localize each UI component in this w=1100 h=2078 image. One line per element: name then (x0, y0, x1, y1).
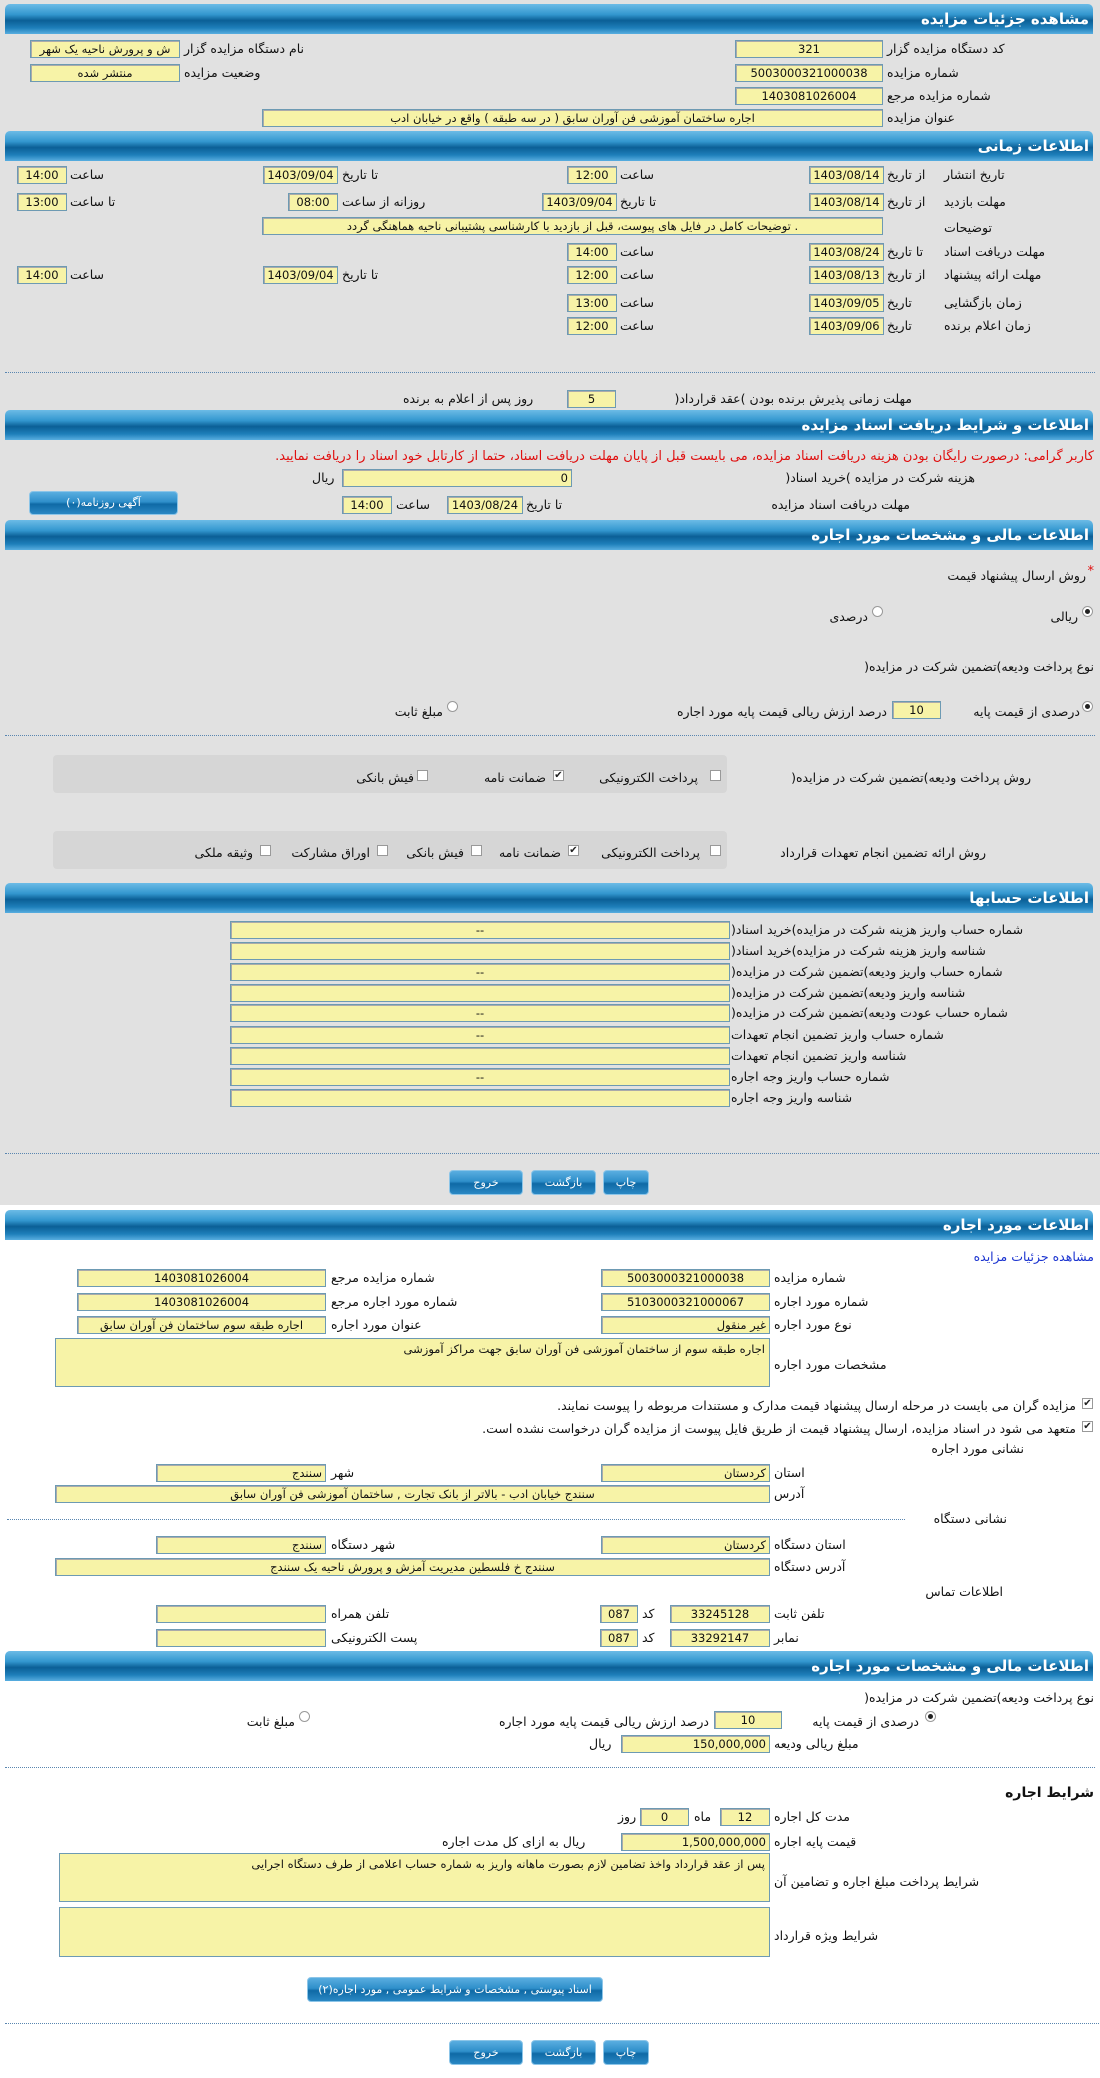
opening-time-date_label-label: تاریخ (887, 295, 912, 310)
item-ref-field[interactable]: 1403081026004 (77, 1293, 326, 1311)
city-field[interactable]: سنندج (156, 1464, 326, 1482)
description-field[interactable]: . توضیحات کامل در فایل های پیوست، قبل از بازدید با کارشناسی پشتیبانی ناحیه هماهنگی گردد (262, 217, 883, 235)
lease-terms-title: شرایط اجاره (1005, 1785, 1094, 1801)
doc-deadline-label: مهلت دریافت اسناد مزایده (771, 497, 910, 512)
price-method-label: روش ارسال پیشنهاد قیمت (947, 568, 1086, 583)
back-button-bottom[interactable]: بازگشت (531, 2040, 596, 2065)
guarantee-method-label: روش ارائه تضمین انجام تعهدات قرارداد (780, 845, 986, 860)
auction-number-label: شماره مزایده (774, 1270, 846, 1285)
section-header-auction-details: مشاهده جزئیات مزایده (5, 4, 1093, 34)
org-province-field[interactable]: کردستان (601, 1536, 770, 1554)
base-price-label: قیمت پایه اجاره (774, 1834, 857, 1849)
guarantee-method-checkbox[interactable] (710, 845, 721, 856)
account-label: شماره حساب واریز وجه اجاره (731, 1069, 890, 1084)
org-city-field[interactable]: سنندج (156, 1536, 326, 1554)
deposit-type-label: نوع پرداخت ودیعه)تضمین شرکت در مزایده( (864, 659, 1094, 674)
item-number-field[interactable]: 5103000321000067 (601, 1293, 770, 1311)
winner-time-date_label-label: تاریخ (887, 318, 912, 333)
account-field[interactable]: -- (230, 1026, 730, 1044)
publish-to_time-field[interactable]: 14:00 (17, 166, 67, 184)
view-auction-details-link[interactable]: مشاهده جزئیات مزایده (973, 1249, 1094, 1264)
opening-time-time_label-label: ساعت (620, 295, 655, 310)
section-header-accounts: اطلاعات حسابها (5, 883, 1093, 913)
guarantee-method-checkbox[interactable]: ✔ (569, 845, 578, 856)
lease-documents-button[interactable]: اسناد پیوستی , مشخصات و شرایط عمومی , مورد اجاره(۲) (307, 1977, 603, 2002)
payment-terms-field[interactable]: پس از عقد قرارداد واخذ تضامین لازم بصورت ماهانه واریز به شماره حساب اعلامی از طرف دستگاه اجرایی (59, 1853, 770, 1902)
docs-deadline-to_label-label: تا تاریخ (887, 244, 924, 259)
item-title-label: عنوان مورد اجاره (331, 1317, 422, 1332)
doc-to-field[interactable]: 1403/08/24 (447, 496, 523, 514)
publish-from_time_label-label: ساعت (620, 167, 655, 182)
account-field[interactable]: -- (230, 921, 730, 939)
dotted-divider (5, 1153, 1100, 1154)
email-label: پست الکترونیکی (331, 1630, 418, 1645)
fax-code-field[interactable]: 087 (600, 1629, 638, 1647)
item-number-label: شماره مورد اجاره (774, 1294, 869, 1309)
special-terms-field[interactable] (59, 1907, 770, 1957)
print-button-bottom[interactable]: چاپ (603, 2040, 649, 2065)
back-button[interactable]: بازگشت (531, 1170, 596, 1195)
org-address-title: نشانی دستگاه (933, 1511, 1007, 1526)
duration-label: مدت کل اجاره (774, 1809, 850, 1824)
guarantee-method-option: ضمانت نامه (498, 845, 561, 860)
province-field[interactable]: کردستان (601, 1464, 770, 1482)
radio-rial[interactable] (1082, 606, 1093, 617)
deposit-type-label-2: نوع پرداخت ودیعه)تضمین شرکت در مزایده( (864, 1690, 1094, 1705)
section-header-documents: اطلاعات و شرایط دریافت اسناد مزایده (5, 410, 1093, 440)
account-label: شناسه واریز ودیعه)تضمین شرکت در مزایده( (731, 985, 966, 1000)
fee-label: هزینه شرکت در مزایده )خرید اسناد( (785, 470, 975, 485)
phone-label: تلفن ثابت (774, 1606, 825, 1621)
radio-rial-label: ریالی (1050, 609, 1078, 624)
account-label: شماره حساب واریز هزینه شرکت در مزایده)خرید اسناد( (731, 922, 1024, 937)
visit-to-field[interactable]: 1403/09/04 (542, 193, 617, 211)
deposit-percent-label-2: درصدی از قیمت پایه (812, 1714, 919, 1729)
deposit-method-option: پرداخت الکترونیکی (599, 770, 698, 785)
fax-code-label: کد (642, 1630, 655, 1645)
deposit-percent-label: درصدی از قیمت پایه (973, 704, 1080, 719)
org-address-label: آدرس دستگاه (774, 1559, 846, 1574)
radio-deposit-fixed-2[interactable] (299, 1711, 310, 1722)
visit-from-field[interactable]: 1403/08/14 (809, 193, 884, 211)
account-label: شناسه واریز تضمین انجام تعهدات (731, 1048, 907, 1063)
mobile-label: تلفن همراه (331, 1606, 390, 1621)
deposit-fixed-label: مبلغ ثابت (394, 704, 443, 719)
exit-button-bottom[interactable]: خروج (449, 2040, 523, 2065)
notice-text: کاربر گرامی: درصورت رایگان بودن هزینه دریافت اسناد مزایده، می بایست قبل از پایان مهلت دریافت اسناد، حتما از کارتابل خود اسناد را دریافت نمایید. (275, 449, 1094, 464)
deposit-percent-suffix-2: درصد ارزش ریالی قیمت پایه مورد اجاره (498, 1714, 709, 1729)
account-label: شماره حساب واریز تضمین انجام تعهدات (731, 1027, 944, 1042)
commitment-checkbox-2[interactable]: ✔ (1083, 1421, 1092, 1432)
offer-deadline-from_label-label: از تاریخ (887, 267, 926, 282)
offer-deadline-to_time-field[interactable]: 14:00 (17, 266, 67, 284)
account-field[interactable] (230, 984, 730, 1002)
org-province-label: استان دستگاه (774, 1537, 846, 1552)
guarantee-method-checkbox[interactable] (260, 845, 271, 856)
mobile-field[interactable] (156, 1605, 326, 1623)
dotted-divider (5, 735, 1095, 736)
fee-field[interactable]: 0 (342, 469, 572, 487)
phone-code-label: کد (642, 1606, 655, 1621)
section-header-financial-lease: اطلاعات مالی و مشخصات مورد اجاره (5, 1651, 1093, 1681)
dotted-divider (5, 372, 1095, 373)
guarantee-method-option: پرداخت الکترونیکی (601, 845, 700, 860)
fee-unit: ریال (312, 470, 335, 485)
docs-deadline-time-field[interactable]: 14:00 (567, 243, 617, 261)
doc-time-label: ساعت (396, 497, 431, 512)
dotted-divider (5, 1767, 1095, 1768)
commitment-checkbox-1[interactable]: ✔ (1083, 1398, 1092, 1409)
publish-label: تاریخ انتشار (944, 167, 1005, 182)
doc-to-label: تا تاریخ (526, 497, 563, 512)
ref-number-label: شماره مزایده مرجع (331, 1270, 435, 1285)
deposit-method-checkbox[interactable]: ✔ (554, 770, 563, 781)
publish-from_label-label: از تاریخ (887, 167, 926, 182)
contact-title: اطلاعات تماس (925, 1584, 1003, 1599)
account-field[interactable] (230, 942, 730, 960)
base-price-field[interactable]: 1,500,000,000 (621, 1833, 770, 1851)
auction-title-label: عنوان مزایده (887, 110, 955, 125)
winner-time-date-field[interactable]: 1403/09/06 (809, 317, 884, 335)
special-terms-label: شرایط ویژه قرارداد (774, 1928, 879, 1943)
publish-from-field[interactable]: 1403/08/14 (809, 166, 884, 184)
ref-number-field[interactable]: 1403081026004 (735, 87, 883, 105)
item-title-field[interactable]: اجاره طبقه سوم ساختمان فن آوران سابق (77, 1316, 326, 1334)
item-spec-field[interactable]: اجاره طبقه سوم از ساختمان آموزشی فن آوران سابق جهت مراکز آموزشی (55, 1338, 770, 1387)
guarantee-method-checkbox[interactable] (471, 845, 482, 856)
newspaper-ad-button[interactable]: آگهی روزنامه(۰) (29, 491, 178, 515)
account-field[interactable] (230, 1089, 730, 1107)
offer-deadline-from-field[interactable]: 1403/08/13 (809, 266, 884, 284)
account-field[interactable] (230, 1047, 730, 1065)
org-city-label: شهر دستگاه (331, 1537, 396, 1552)
section-header-lease-item: اطلاعات مورد اجاره (5, 1210, 1093, 1240)
guarantee-method-checkbox[interactable] (377, 845, 388, 856)
radio-deposit-percent[interactable] (1082, 701, 1093, 712)
ref-number-field[interactable]: 1403081026004 (77, 1269, 326, 1287)
publish-to_label-label: تا تاریخ (342, 167, 379, 182)
guarantee-method-option: وثیقه ملکی (194, 845, 253, 860)
offer-deadline-to_time_label-label: ساعت (70, 267, 105, 282)
status-label: وضعیت مزایده (184, 65, 261, 80)
required-mark: * (1087, 564, 1094, 579)
print-button[interactable]: چاپ (603, 1170, 649, 1195)
deposit-method-checkbox[interactable] (417, 770, 428, 781)
visit-daily_from-field[interactable]: 08:00 (288, 193, 338, 211)
org-code-label: کد دستگاه مزایده گزار (887, 41, 1005, 56)
deposit-method-label: روش پرداخت ودیعه)تضمین شرکت در مزایده( (791, 770, 1031, 785)
winner-time-time_label-label: ساعت (620, 318, 655, 333)
docs-deadline-to-field[interactable]: 1403/08/24 (809, 243, 884, 261)
deposit-method-option: ضمانت نامه (483, 770, 546, 785)
section-header-time-info: اطلاعات زمانی (5, 131, 1093, 161)
account-label: شماره حساب واریز ودیعه)تضمین شرکت در مزایده( (731, 964, 1003, 979)
ref-number-label: شماره مزایده مرجع (887, 88, 991, 103)
org-address-field[interactable]: سنندج خ فلسطین مدیریت آمزش و پرورش ناحیه یک سنندج (55, 1558, 770, 1576)
item-spec-label: مشخصات مورد اجاره (774, 1357, 887, 1372)
deposit-amount-label: مبلغ ریالی ودیعه (774, 1736, 859, 1751)
offer-deadline-from_time-field[interactable]: 12:00 (567, 266, 617, 284)
auction-title-field[interactable]: اجاره ساختمان آموزشی فن آوران سابق ( در سه طبقه ) واقع در خیابان ادب (262, 109, 883, 127)
publish-to-field[interactable]: 1403/09/04 (263, 166, 338, 184)
deposit-amount-field[interactable]: 150,000,000 (621, 1735, 770, 1753)
section-header-financial: اطلاعات مالی و مشخصات مورد اجاره (5, 520, 1093, 550)
opening-time-date-field[interactable]: 1403/09/05 (809, 294, 884, 312)
base-price-suffix: ریال به ازای کل مدت اجاره (442, 1834, 586, 1849)
deposit-method-checkbox[interactable] (710, 770, 721, 781)
offer-deadline-label: مهلت ارائه پیشنهاد (944, 267, 1042, 282)
guarantee-method-option: فیش بانکی (406, 845, 464, 860)
fax-label: نمابر (774, 1630, 799, 1645)
docs-deadline-label: مهلت دریافت اسناد (944, 244, 1046, 259)
days-field[interactable]: 0 (640, 1808, 689, 1826)
city-label: شهر (331, 1465, 355, 1480)
auction-number-label: شماره مزایده (887, 65, 959, 80)
publish-to_time_label-label: ساعت (70, 167, 105, 182)
accept-days-suffix: روز پس از اعلام به برنده (403, 391, 534, 406)
exit-button[interactable]: خروج (449, 1170, 523, 1195)
auction-number-field[interactable]: 5003000321000038 (601, 1269, 770, 1287)
province-label: استان (774, 1465, 805, 1480)
account-label: شماره حساب عودت ودیعه)تضمین شرکت در مزایده( (731, 1005, 1008, 1020)
org-name-label: نام دستگاه مزایده گزار (184, 41, 305, 56)
accept-period-label: مهلت زمانی پذیرش برنده بودن )عقد قرارداد( (674, 391, 912, 406)
phone-code-field[interactable]: 087 (600, 1605, 638, 1623)
visit-daily_to_label-label: تا ساعت (70, 194, 116, 209)
fax-field[interactable]: 33292147 (670, 1629, 770, 1647)
item-type-label: نوع مورد اجاره (774, 1317, 852, 1332)
docs-deadline-time_label-label: ساعت (620, 244, 655, 259)
commitment-text-2: متعهد می شود در اسناد مزایده، ارسال پیشنهاد قیمت از طریق فایل پیوست از مزایده گران درخواست نشده است. (482, 1421, 1076, 1436)
months-field[interactable]: 12 (720, 1808, 770, 1826)
radio-deposit-percent-2[interactable] (925, 1711, 936, 1722)
payment-terms-label: شرایط پرداخت مبلغ اجاره و تضامین آن (774, 1874, 980, 1889)
account-label: شناسه واریز هزینه شرکت در مزایده)خرید اسناد( (731, 943, 986, 958)
doc-time-field[interactable]: 14:00 (342, 496, 392, 514)
offer-deadline-to_label-label: تا تاریخ (342, 267, 379, 282)
lease-address-title: نشانی مورد اجاره (931, 1441, 1024, 1456)
winner-time-time-field[interactable]: 12:00 (567, 317, 617, 335)
deposit-amount-unit: ریال (589, 1736, 612, 1751)
account-label: شناسه واریز وجه اجاره (731, 1090, 853, 1105)
org-name-field[interactable]: ش و پرورش ناحیه یک شهر (30, 40, 180, 58)
account-field[interactable]: -- (230, 963, 730, 981)
guarantee-method-option: اوراق مشارکت (291, 845, 370, 860)
deposit-method-option: فیش بانکی (356, 770, 414, 785)
radio-percent[interactable] (872, 606, 883, 617)
address-label: آدرس (774, 1486, 805, 1501)
months-label: ماه (694, 1809, 712, 1824)
days-label: روز (618, 1809, 637, 1824)
opening-time-label: زمان بازگشایی (944, 295, 1022, 310)
account-field[interactable]: -- (230, 1004, 730, 1022)
visit-daily_to-field[interactable]: 13:00 (17, 193, 67, 211)
visit-to_label-label: تا تاریخ (620, 194, 657, 209)
dotted-divider (7, 1519, 905, 1520)
deposit-fixed-label-2: مبلغ ثابت (246, 1714, 295, 1729)
radio-percent-label: درصدی (829, 609, 868, 624)
offer-deadline-from_time_label-label: ساعت (620, 267, 655, 282)
radio-deposit-fixed[interactable] (447, 701, 458, 712)
dotted-divider (5, 2023, 1100, 2024)
visit-from_label-label: از تاریخ (887, 194, 926, 209)
publish-from_time-field[interactable]: 12:00 (567, 166, 617, 184)
auction-number-field[interactable]: 5003000321000038 (735, 64, 883, 82)
visit-label: مهلت بازدید (944, 194, 1006, 209)
opening-time-time-field[interactable]: 13:00 (567, 294, 617, 312)
description-label: توضیحات (944, 220, 992, 235)
deposit-percent-field-2[interactable]: 10 (714, 1711, 782, 1729)
email-field[interactable] (156, 1629, 326, 1647)
accept-days-field[interactable]: 5 (567, 390, 616, 408)
address-field[interactable]: سنندج خیابان ادب - بالاتر از بانک تجارت , ساختمان آموزشی فن آوران سابق (55, 1485, 770, 1503)
winner-time-label: زمان اعلام برنده (944, 318, 1031, 333)
deposit-percent-field[interactable]: 10 (892, 701, 941, 719)
item-ref-label: شماره مورد اجاره مرجع (331, 1294, 458, 1309)
offer-deadline-to-field[interactable]: 1403/09/04 (263, 266, 338, 284)
org-code-field[interactable]: 321 (735, 40, 883, 58)
status-field[interactable]: منتشر شده (30, 64, 180, 82)
phone-field[interactable]: 33245128 (670, 1605, 770, 1623)
account-field[interactable]: -- (230, 1068, 730, 1086)
visit-daily_from_label-label: روزانه از ساعت (342, 194, 426, 209)
item-type-field[interactable]: غیر منقول (601, 1316, 770, 1334)
commitment-text-1: مزایده گران می بایست در مرحله ارسال پیشنهاد قیمت مدارک و مستندات مربوطه را پیوست نمایند. (557, 1398, 1076, 1413)
deposit-percent-suffix: درصد ارزش ریالی قیمت پایه مورد اجاره (676, 704, 887, 719)
